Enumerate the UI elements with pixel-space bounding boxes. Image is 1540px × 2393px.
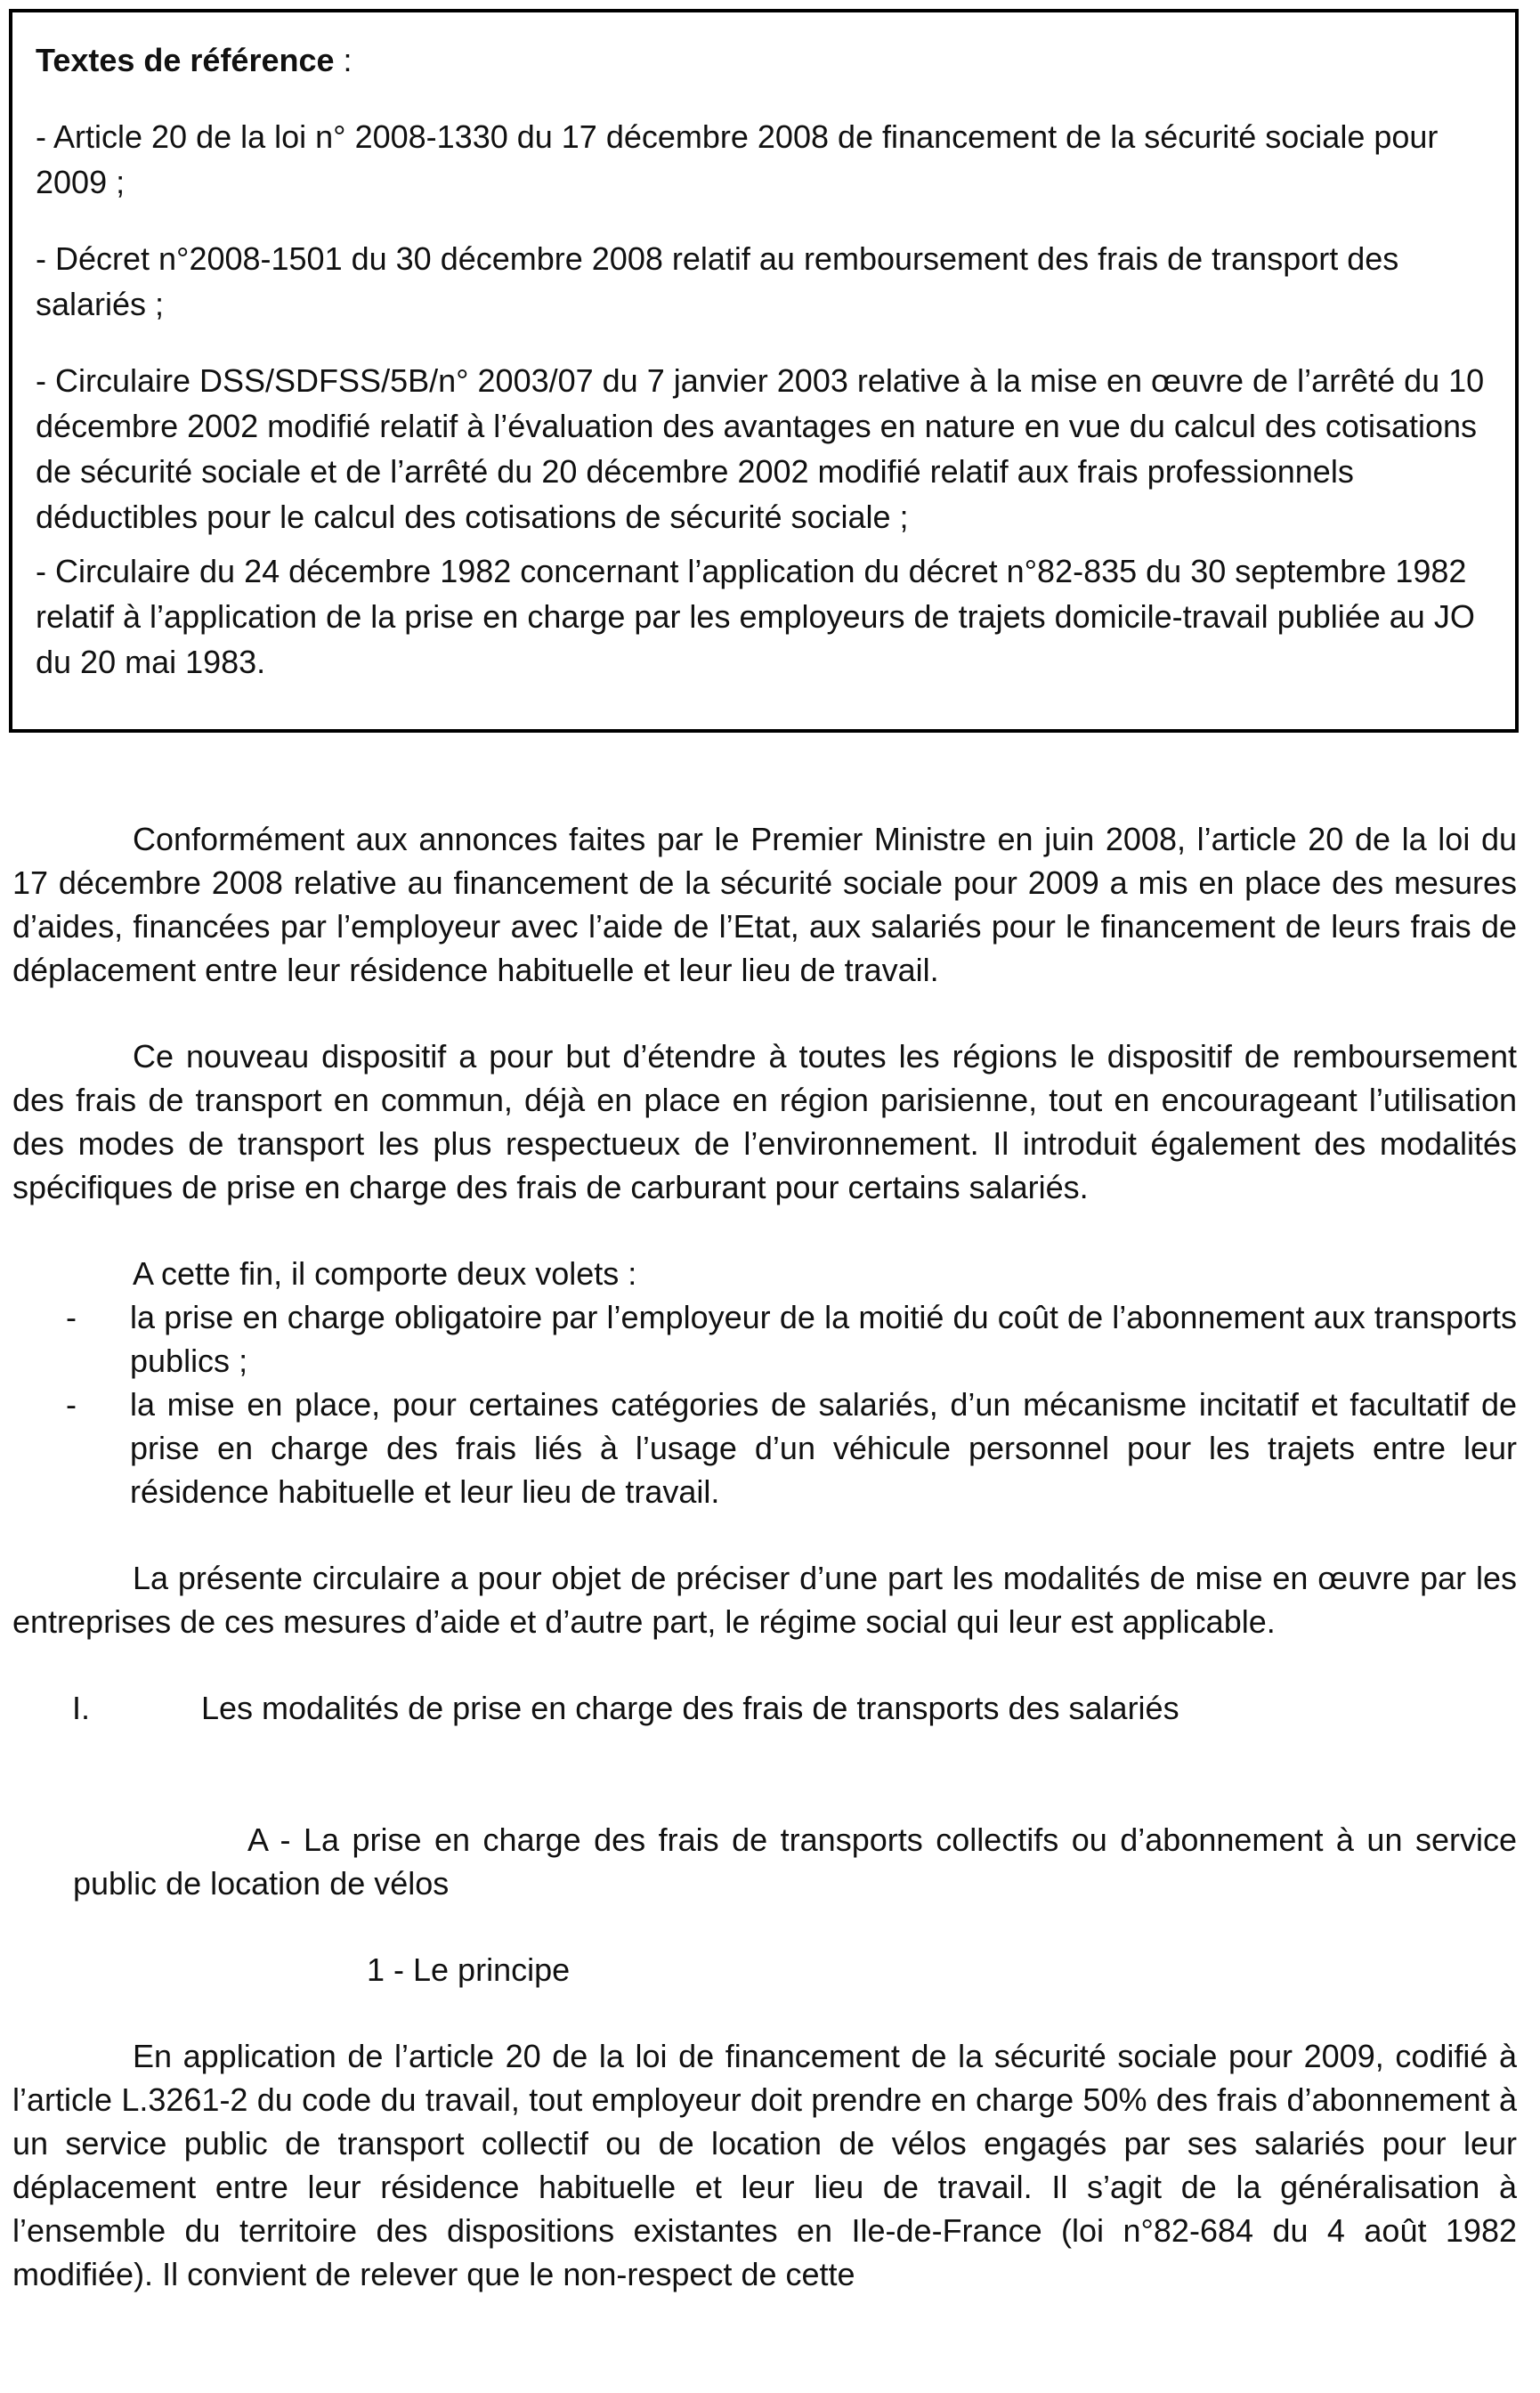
- paragraph: Ce nouveau dispositif a pour but d’étendre à toutes les régions le dispositif de remboursement des frais de transport en commun, déjà en place en région parisienne, tout en encourageant l’utilisation des modes de transport les plus respectueux de l’environnement. Il introduit également des modalités spécifiques de prise en charge des frais de carburant pour certains salariés.: [12, 1038, 1517, 1205]
- reference-texts-title: [36, 37, 1492, 83]
- paragraph: Conformément aux annonces faites par le Premier Ministre en juin 2008, l’article 20 de la loi du 17 décembre 2008 relative au financement de la sécurité sociale pour 2009 a mis en place des mesures d’aides, financées par l’employeur avec l’aide de l’Etat, aux salariés pour le financement de leurs frais de déplacement entre leur résidence habituelle et leur lieu de travail.: [12, 821, 1517, 988]
- bullet-text: la mise en place, pour certaines catégories de salariés, d’un mécanisme incitatif et facultatif de prise en charge des frais liés à l’usage d’un véhicule personnel pour les trajets entre leur résidence habituelle et leur lieu de travail.: [130, 1386, 1517, 1510]
- section-subheading: 1 - Le principe: [367, 1951, 571, 1988]
- paragraph: La présente circulaire a pour objet de préciser d’une part les modalités de mise en œuvre par les entreprises de ces mesures d’aide et d’autre part, le régime social qui leur est applicable.: [12, 1560, 1517, 1640]
- section-number: I.: [72, 1690, 91, 1726]
- paragraph: En application de l’article 20 de la loi de financement de la sécurité sociale pour 2009, codifié à l’article L.3261-2 du code du travail, tout employeur doit prendre en charge 50% des frais d’abonnement à un service public de transport collectif ou de location de vélos engagés par ses salariés pour leur déplacement entre leur résidence habituelle et leur lieu de travail. Il s’agit de la généralisation à l’ensemble du territoire des dispositions existantes en Ile-de-France (loi n°82-684 du 4 août 1982 modifiée). Il convient de relever que le non-respect de cette: [12, 2038, 1517, 2292]
- bullet-dash: -: [66, 1299, 77, 1335]
- bullet-dash: -: [66, 1386, 77, 1423]
- paragraph-intro: A cette fin, il comporte deux volets :: [133, 1255, 637, 1292]
- reference-item: - Circulaire du 24 décembre 1982 concernant l’application du décret n°82-835 du 30 septembre 1982 relatif à l’application de la prise en charge par les employeurs de trajets domicile-travail publiée au JO du 20 mai 1983.: [36, 553, 1475, 680]
- reference-texts-title-text: Textes de référence: [36, 42, 335, 78]
- section-title: Les modalités de prise en charge des frais de transports des salariés: [201, 1690, 1179, 1726]
- bullet-text: la prise en charge obligatoire par l’employeur de la moitié du coût de l’abonnement aux transports publics ;: [130, 1299, 1517, 1379]
- bullet-item: [12, 1383, 1517, 1513]
- reference-texts-title-colon: :: [334, 42, 353, 78]
- reference-texts-box: [9, 9, 1519, 733]
- bullet-list: [12, 1295, 1517, 1513]
- section-heading-a: A - La prise en charge des frais de transports collectifs ou d’abonnement à un service public de location de vélos: [73, 1821, 1517, 1902]
- reference-item: - Article 20 de la loi n° 2008-1330 du 17 décembre 2008 de financement de la sécurité sociale pour 2009 ;: [36, 118, 1439, 200]
- section-heading-1: [12, 1686, 1517, 1730]
- bullet-item: [12, 1295, 1517, 1383]
- reference-item: - Décret n°2008-1501 du 30 décembre 2008 relatif au remboursement des frais de transport des salariés ;: [36, 240, 1399, 322]
- circular-body: [12, 817, 1517, 2339]
- reference-item: - Circulaire DSS/SDFSS/5B/n° 2003/07 du 7 janvier 2003 relative à la mise en œuvre de l’arrêté du 10 décembre 2002 modifié relatif à l’évaluation des avantages en nature en vue du calcul des cotisations de sécurité sociale et de l’arrêté du 20 décembre 2002 modifié relatif aux frais professionnels déductibles pour le calcul des cotisations de sécurité sociale ;: [36, 362, 1485, 535]
